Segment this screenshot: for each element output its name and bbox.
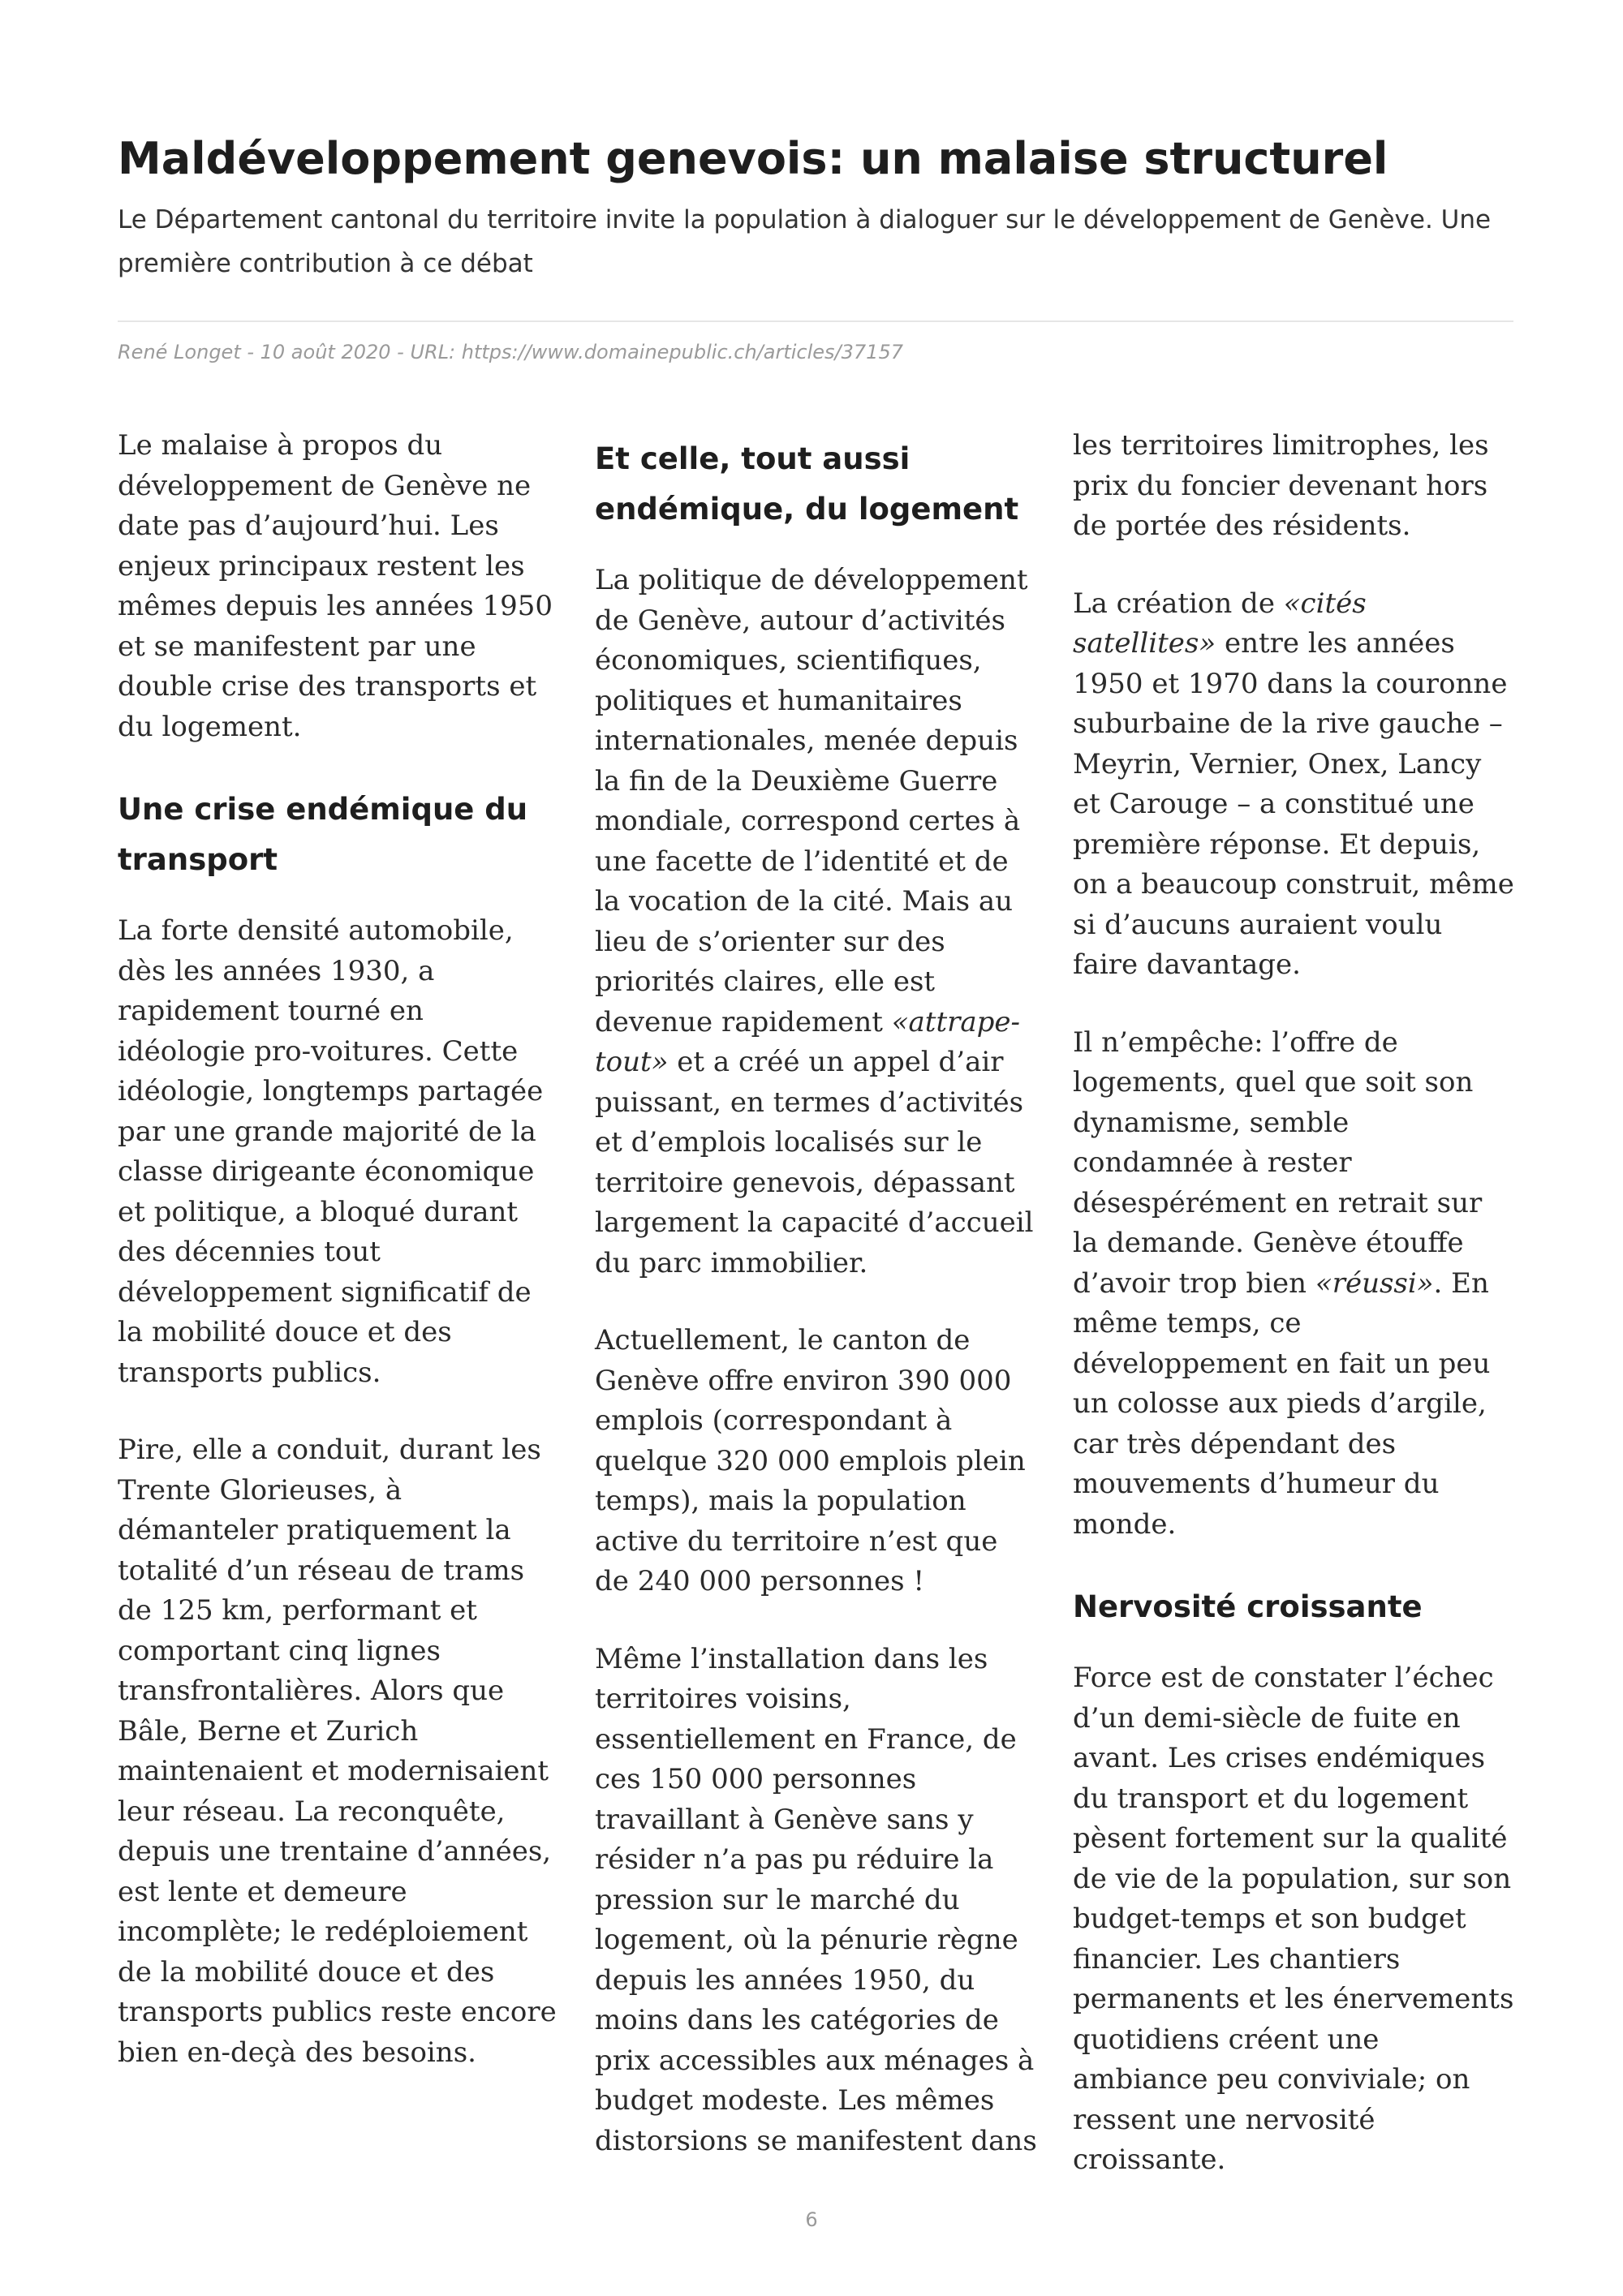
quoted-term: «réussi»: [1315, 1266, 1434, 1300]
paragraph: Force est de constater l’échec d’un demi-siècle de fuite en avant. Les crises endémiques du transport et du logement pèsent fortement sur la qualité de vie de la population, sur son budget-temps et son budget financier. Les chantiers permanents et les énervements quotidiens créent une ambiance peu conviviale; on ressent une nervosité croissante.: [1073, 1662, 1514, 2176]
paragraph: Le malaise à propos du développement de Genève ne date pas d’aujourd’hui. Les enjeux principaux restent les mêmes depuis les années 1950 et se manifestent par une double crise des transports et du logement.: [118, 429, 553, 743]
paragraph: [1073, 1023, 1515, 1546]
paragraph: Pire, elle a conduit, durant les Trente Glorieuses, à démanteler pratiquement la totalité d’un réseau de trams de 125 km, performant et comportant cinq lignes transfrontalières. Alors que Bâle, Berne et Zurich maintenaient et modernisaient leur réseau. La reconquête, depuis une trentaine d’années, est lente et demeure incomplète; le redéploiement de la mobilité douce et des transports publics reste encore bien en-deçà des besoins.: [118, 1434, 557, 2069]
text-run: entre les années 1950 et 1970 dans la couronne suburbaine de la rive gauche – Meyrin, Vernier, Onex, Lancy et Carouge – a constitué une première réponse. Et depuis, on a beaucoup construit, même si d’aucuns auraient voulu faire davantage.: [1073, 627, 1514, 981]
text-run: Il n’empêche: l’offre de logements, quel que soit son dynamisme, semble condamnée à rester désespérément en retrait sur la demande. Genève étouffe d’avoir trop bien: [1073, 1025, 1483, 1300]
paragraph: La forte densité automobile, dès les années 1930, a rapidement tourné en idéologie pro-voitures. Cette idéologie, longtemps partagée par une grande majorité de la classe dirigeante économique et politique, a bloqué durant des décennies tout développement significatif de la mobilité douce et des transports publics.: [118, 914, 544, 1389]
article-subtitle: Le Département cantonal du territoire invite la population à dialoguer sur le développement de Genève. Une première contribution à ce débat: [118, 205, 1492, 278]
quoted-term: «attrape-tout»: [595, 1005, 1021, 1078]
quoted-term: «cités satellites»: [1073, 587, 1367, 660]
paragraph: [1073, 584, 1515, 986]
text-column-3: [1073, 426, 1515, 2218]
page-number: 6: [805, 2208, 818, 2231]
paragraph: Même l’installation dans les territoires voisins, essentiellement en France, de ces 150 000 personnes travaillant à Genève sans y résider n’a pas pu réduire la pression sur le marché du logement, où la pénurie règne depuis les années 1950, du moins dans les catégories de prix accessibles aux ménages à budget modeste. Les mêmes distorsions se manifestent dans: [595, 1642, 1037, 2157]
article-title: Maldéveloppement genevois: un malaise structurel: [118, 133, 1388, 184]
paragraph: Actuellement, le canton de Genève offre environ 390 000 emplois (correspondant à quelque 320 000 emplois plein temps), mais la population active du territoire n’est que de 240 000 personnes !: [595, 1324, 1026, 1597]
paragraph: [595, 561, 1037, 1283]
header-divider: [118, 320, 1513, 322]
text-run: La création de: [1073, 587, 1284, 620]
paragraph: les territoires limitrophes, les prix du foncier devenant hors de portée des résidents.: [1073, 429, 1489, 542]
section-heading: Une crise endémique du transport: [118, 792, 528, 877]
text-run: La politique de développement de Genève, autour d’activités économiques, scientifiques, politiques et humanitaires internationales, menée depuis la fin de la Deuxième Guerre mondiale, correspond certes à une facette de l’identité et de la vocation de la cité. Mais au lieu de s’orienter sur des priorités claires, elle est devenue rapidement: [595, 564, 1028, 1038]
text-run: . En même temps, ce développement en fait un peu un colosse aux pieds d’argile, car très dépendant des mouvements d’humeur du monde.: [1073, 1266, 1491, 1541]
article-header: [118, 130, 1513, 286]
article-byline: René Longet - 10 août 2020 - URL: https://www.domainepublic.ch/articles/37157: [118, 341, 903, 363]
section-heading: Nervosité croissante: [1073, 1589, 1423, 1624]
text-run: et a créé un appel d’air puissant, en termes d’activités et d’emplois localisés sur le territoire genevois, dépassant largement la capacité d’accueil du parc immobilier.: [595, 1046, 1034, 1279]
text-column-2: [595, 426, 1037, 2199]
section-heading: Et celle, tout aussi endémique, du logement: [595, 441, 1019, 527]
text-column-1: [118, 426, 560, 2110]
